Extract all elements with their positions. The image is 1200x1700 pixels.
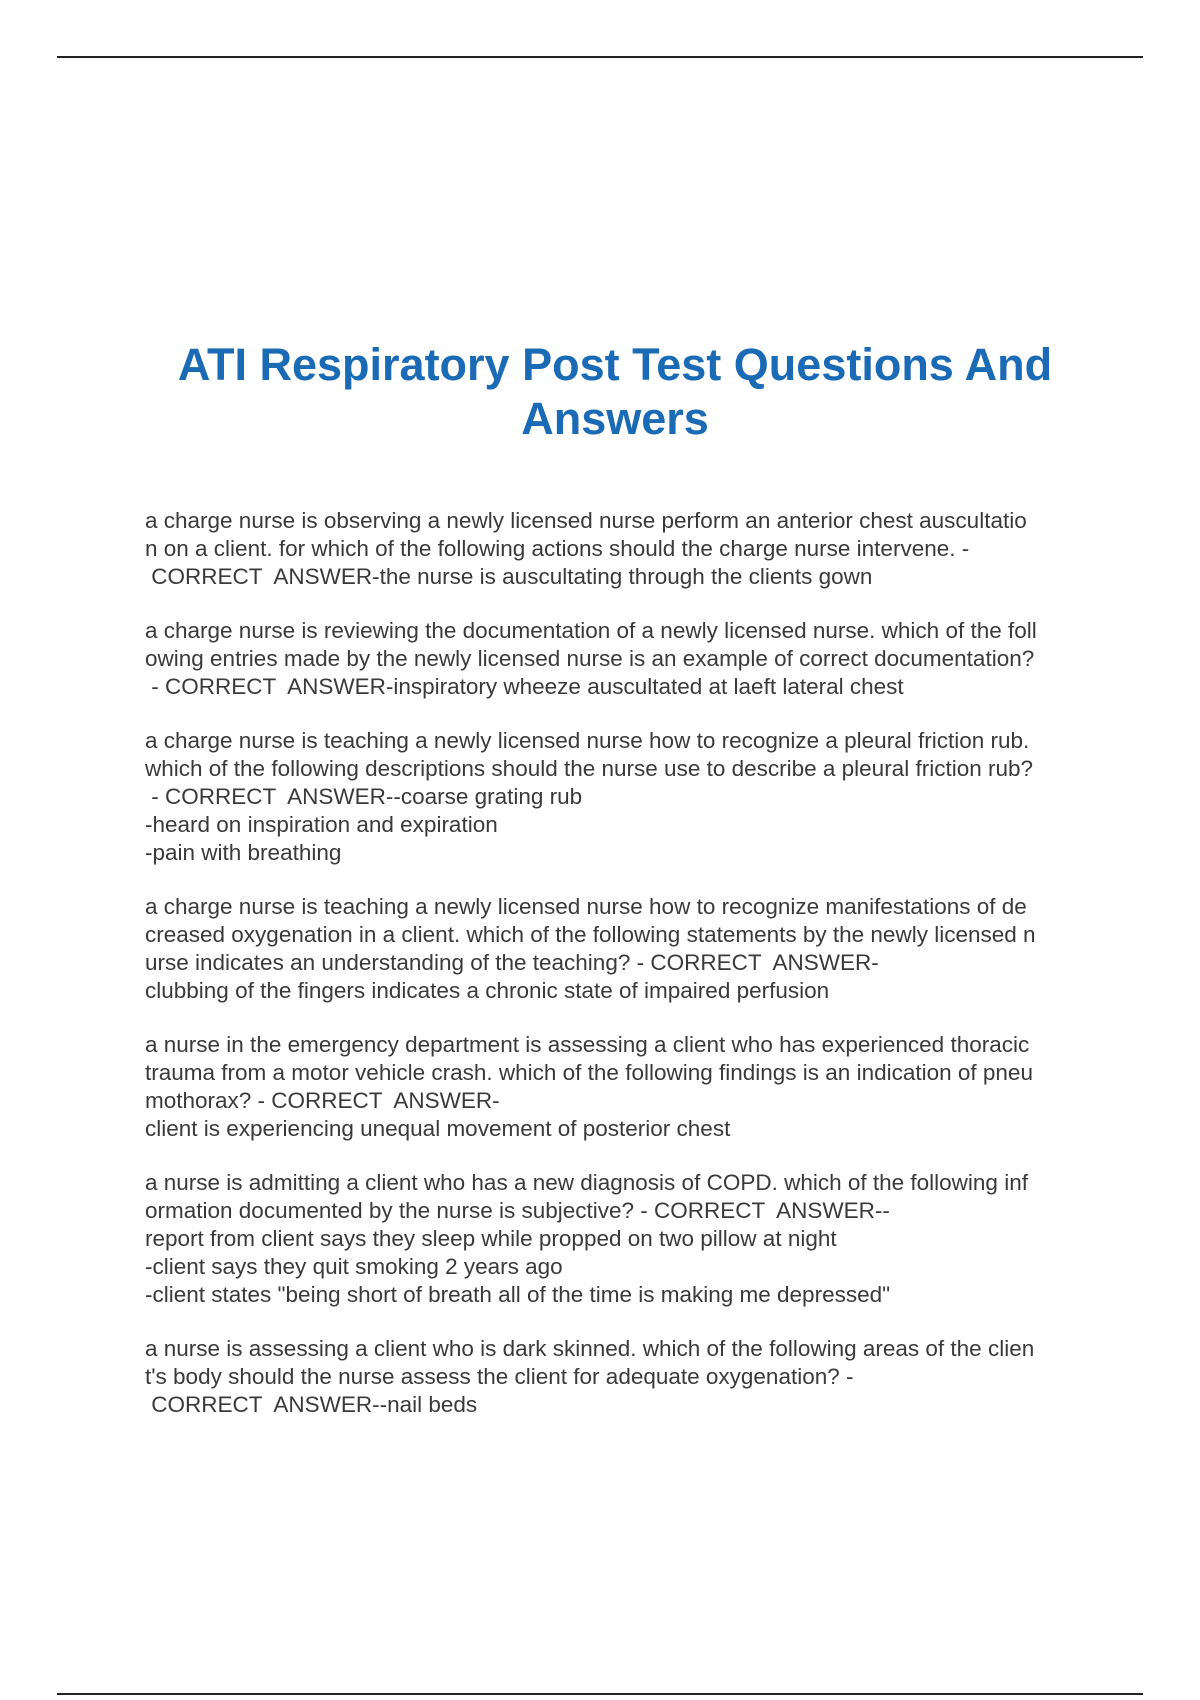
text-line: a charge nurse is reviewing the documentation of a newly licensed nurse. which of the foll	[145, 618, 1037, 643]
text-line: a nurse is admitting a client who has a new diagnosis of COPD. which of the following inf	[145, 1170, 1028, 1195]
text-line: report from client says they sleep while propped on two pillow at night	[145, 1226, 837, 1251]
qa-item	[145, 893, 1095, 1005]
text-line: - CORRECT ANSWER--coarse grating rub	[145, 784, 583, 809]
text-line: -pain with breathing	[145, 840, 342, 865]
text-line: a nurse is assessing a client who is dark skinned. which of the following areas of the clien	[145, 1336, 1035, 1361]
text-line: a charge nurse is teaching a newly licensed nurse how to recognize manifestations of de	[145, 894, 1027, 919]
document-title	[100, 338, 1130, 446]
text-line: clubbing of the fingers indicates a chronic state of impaired perfusion	[145, 978, 830, 1003]
qa-item	[145, 727, 1095, 867]
text-line: creased oxygenation in a client. which of the following statements by the newly licensed n	[145, 922, 1036, 947]
text-line: -client says they quit smoking 2 years ago	[145, 1254, 563, 1279]
text-line: a charge nurse is observing a newly licensed nurse perform an anterior chest auscultatio	[145, 508, 1027, 533]
text-line: -client states "being short of breath all of the time is making me depressed"	[145, 1282, 891, 1307]
qa-item	[145, 1335, 1095, 1419]
qa-item	[145, 1169, 1095, 1309]
text-line: -heard on inspiration and expiration	[145, 812, 498, 837]
top-divider	[57, 56, 1143, 58]
qa-item	[145, 617, 1095, 701]
title-line: Answers	[521, 393, 709, 444]
text-line: CORRECT ANSWER-the nurse is auscultating through the clients gown	[145, 564, 873, 589]
text-line: mothorax? - CORRECT ANSWER-	[145, 1088, 500, 1113]
text-line: urse indicates an understanding of the teaching? - CORRECT ANSWER-	[145, 950, 879, 975]
text-line: n on a client. for which of the following actions should the charge nurse intervene. -	[145, 536, 970, 561]
text-line: a charge nurse is teaching a newly licensed nurse how to recognize a pleural friction rub.	[145, 728, 1030, 753]
text-line: - CORRECT ANSWER-inspiratory wheeze auscultated at laeft lateral chest	[145, 674, 904, 699]
qa-item	[145, 507, 1095, 591]
qa-list	[145, 507, 1095, 1445]
title-line: ATI Respiratory Post Test Questions And	[177, 339, 1053, 390]
bottom-divider	[57, 1693, 1143, 1695]
text-line: owing entries made by the newly licensed nurse is an example of correct documentation?	[145, 646, 1035, 671]
text-line: which of the following descriptions should the nurse use to describe a pleural friction rub?	[145, 756, 1034, 781]
text-line: ormation documented by the nurse is subjective? - CORRECT ANSWER--	[145, 1198, 890, 1223]
text-line: client is experiencing unequal movement of posterior chest	[145, 1116, 731, 1141]
text-line: CORRECT ANSWER--nail beds	[145, 1392, 478, 1417]
text-line: trauma from a motor vehicle crash. which of the following findings is an indication of pneu	[145, 1060, 1033, 1085]
text-line: t's body should the nurse assess the client for adequate oxygenation? -	[145, 1364, 854, 1389]
qa-item	[145, 1031, 1095, 1143]
text-line: a nurse in the emergency department is assessing a client who has experienced thoracic	[145, 1032, 1030, 1057]
